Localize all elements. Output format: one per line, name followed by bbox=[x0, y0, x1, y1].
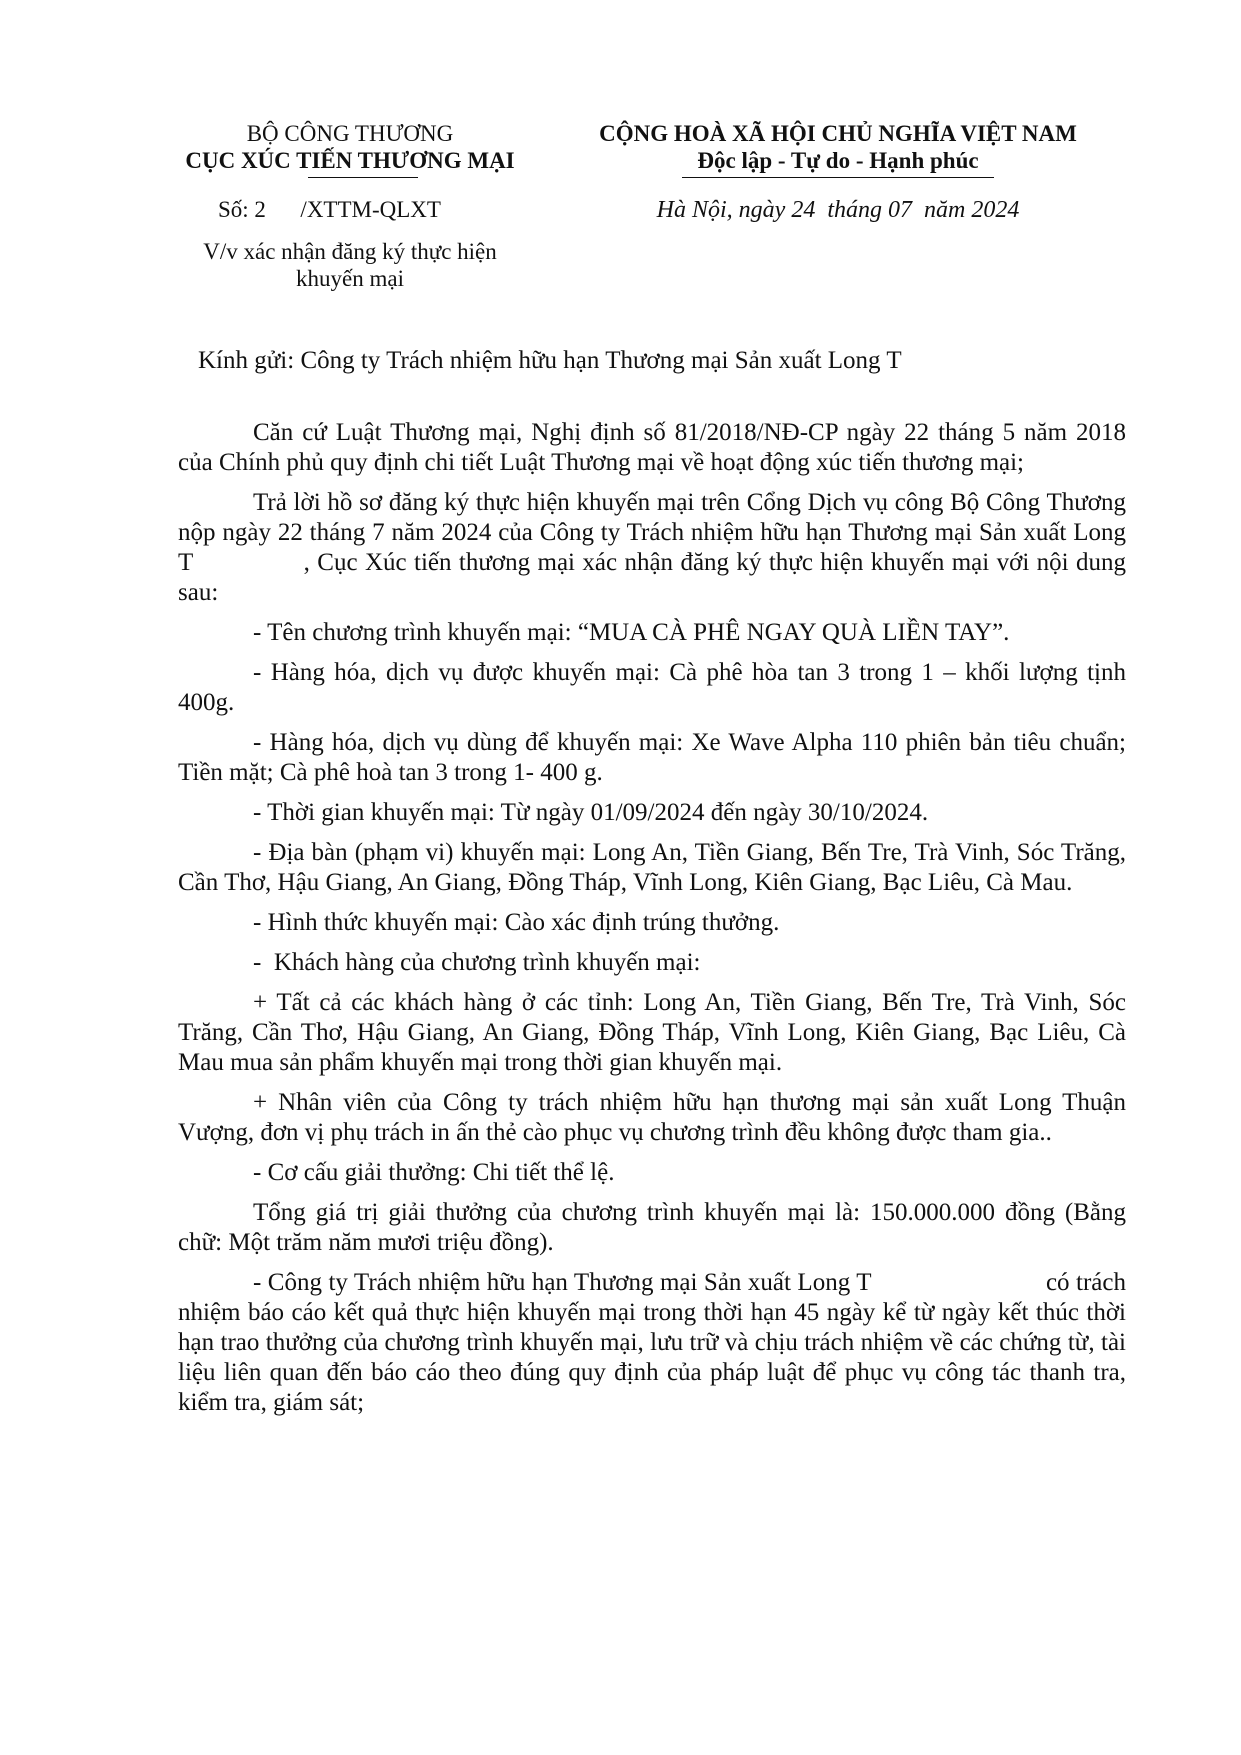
paragraph-region: - Địa bàn (phạm vi) khuyến mại: Long An, Tiền Giang, Bến Tre, Trà Vinh, Sóc Trăng, Cần Thơ, Hậu Giang, An Giang, Đồng Tháp, Vĩnh Long, Kiên Giang, Bạc Liêu, Cà Mau. bbox=[178, 839, 1126, 896]
motto-underline bbox=[682, 177, 994, 178]
paragraph-program-name: - Tên chương trình khuyến mại: “MUA CÀ PHÊ NGAY QUÀ LIỀN TAY”. bbox=[253, 619, 1010, 646]
paragraph-legal-basis: Căn cứ Luật Thương mại, Nghị định số 81/2018/NĐ-CP ngày 22 tháng 5 năm 2018 của Chính phủ quy định chi tiết Luật Thương mại về hoạt động xúc tiến thương mại; bbox=[178, 419, 1126, 476]
ministry-name: BỘ CÔNG THƯƠNG bbox=[246, 121, 454, 146]
paragraph-duration: - Thời gian khuyến mại: Từ ngày 01/09/2024 đến ngày 30/10/2024. bbox=[253, 799, 929, 826]
paragraph-customers: - Khách hàng của chương trình khuyến mại: bbox=[253, 949, 701, 976]
paragraph-prize-goods: - Hàng hóa, dịch vụ dùng để khuyến mại: Xe Wave Alpha 110 phiên bản tiêu chuẩn; Tiền mặt; Cà phê hoà tan 3 trong 1- 400 g. bbox=[178, 729, 1126, 786]
place-and-date: Hà Nội, ngày 24 tháng 07 năm 2024 bbox=[656, 197, 1020, 223]
paragraph-eligible-customers: + Tất cả các khách hàng ở các tỉnh: Long An, Tiền Giang, Bến Tre, Trà Vinh, Sóc Trăng, Cần Thơ, Hậu Giang, An Giang, Đồng Tháp, Vĩnh Long, Kiên Giang, Bạc Liêu, Cà Mau mua sản phẩm khuyến mại trong thời gian khuyến mại. bbox=[178, 989, 1126, 1076]
paragraph-prize-structure: - Cơ cấu giải thưởng: Chi tiết thể lệ. bbox=[253, 1159, 615, 1186]
subject-line-1: V/v xác nhận đăng ký thực hiện bbox=[203, 239, 497, 264]
agency-name: CỤC XÚC TIẾN THƯƠNG MẠI bbox=[185, 148, 515, 173]
paragraph-excluded-staff: + Nhân viên của Công ty trách nhiệm hữu hạn thương mại sản xuất Long Thuận Vượng, đơn vị phụ trách in ấn thẻ cào phục vụ chương trình đều không được tham gia.. bbox=[178, 1089, 1126, 1146]
national-title: CỘNG HOÀ XÃ HỘI CHỦ NGHĨA VIỆT NAM bbox=[599, 121, 1077, 146]
document-number: Số: 2 /XTTM-QLXT bbox=[218, 197, 441, 222]
recipient-line: Kính gửi: Công ty Trách nhiệm hữu hạn Thương mại Sản xuất Long T bbox=[198, 347, 902, 374]
national-motto: Độc lập - Tự do - Hạnh phúc bbox=[697, 148, 979, 173]
paragraph-reporting-duty: - Công ty Trách nhiệm hữu hạn Thương mại Sản xuất Long T có trách nhiệm báo cáo kết quả thực hiện khuyến mại trong thời hạn 45 ngày kể từ ngày kết thúc thời hạn trao thưởng của chương trình khuyến mại, lưu trữ và chịu trách nhiệm về các chứng từ, tài liệu liên quan đến báo cáo theo đúng quy định của pháp luật để phục vụ công tác thanh tra, kiểm tra, giám sát; bbox=[178, 1269, 1133, 1416]
paragraph-response: Trả lời hồ sơ đăng ký thực hiện khuyến mại trên Cổng Dịch vụ công Bộ Công Thương nộp ngày 22 tháng 7 năm 2024 của Công ty Trách nhiệm hữu hạn Thương mại Sản xuất Long T , Cục Xúc tiến thương mại xác nhận đăng ký thực hiện khuyến mại với nội dung sau: bbox=[178, 489, 1133, 606]
paragraph-form: - Hình thức khuyến mại: Cào xác định trúng thưởng. bbox=[253, 909, 780, 936]
paragraph-promoted-goods: - Hàng hóa, dịch vụ được khuyến mại: Cà phê hòa tan 3 trong 1 – khối lượng tịnh 400g. bbox=[178, 659, 1126, 716]
subject-line-2: khuyến mại bbox=[296, 266, 404, 291]
paragraph-total-value: Tổng giá trị giải thưởng của chương trình khuyến mại là: 150.000.000 đồng (Bằng chữ: Một trăm năm mươi triệu đồng). bbox=[178, 1199, 1126, 1256]
agency-underline bbox=[308, 177, 418, 178]
letter-body bbox=[178, 418, 1133, 1418]
